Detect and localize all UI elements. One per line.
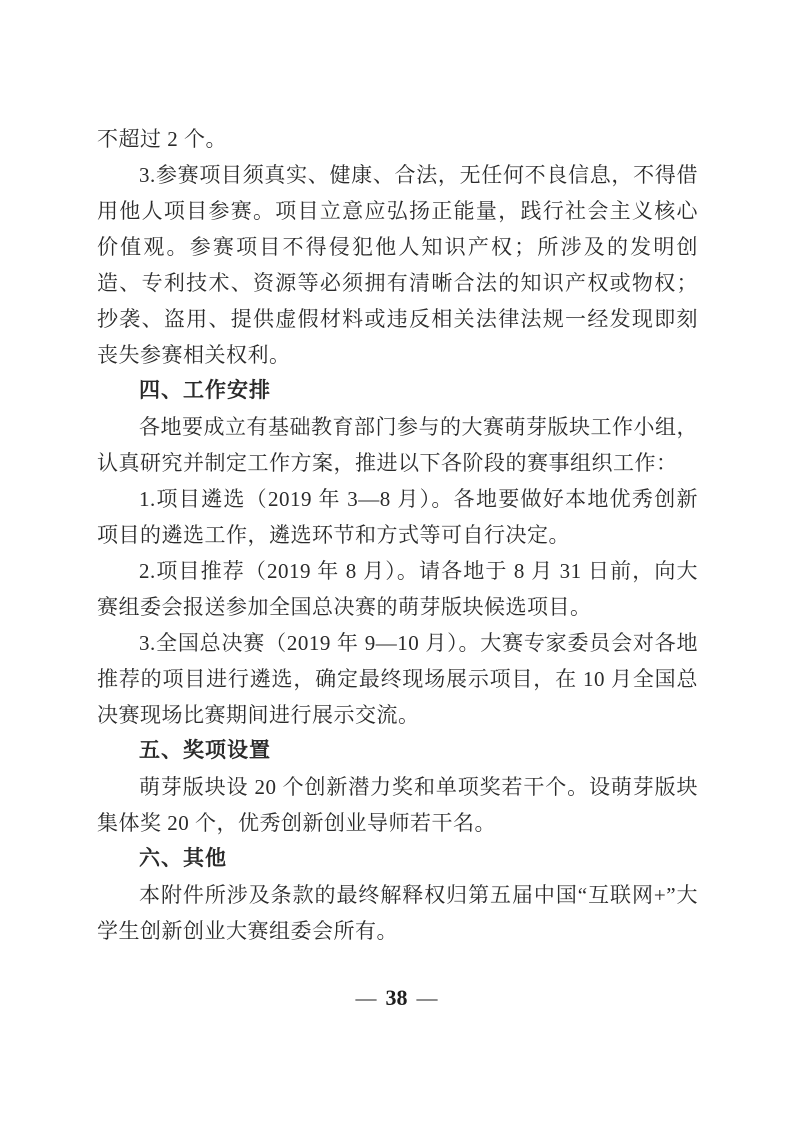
paragraph-rule-3: 3.参赛项目须真实、健康、合法，无任何不良信息，不得借用他人项目参赛。项目立意应弘扬正能量，践行社会主义核心价值观。参赛项目不得侵犯他人知识产权；所涉及的发明创造、专利技术、资源等必须拥有清晰合法的知识产权或物权；抄袭、盗用、提供虚假材料或违反相关法律法规一经发现即刻丧失参赛相关权利。 bbox=[97, 163, 698, 367]
paragraph-awards-detail: 萌芽版块设 20 个创新潜力奖和单项奖若干个。设萌芽版块集体奖 20 个，优秀创新创业导师若干名。 bbox=[97, 775, 698, 835]
paragraph-work-plan-intro: 各地要成立有基础教育部门参与的大赛萌芽版块工作小组，认真研究并制定工作方案，推进以下各阶段的赛事组织工作： bbox=[97, 415, 698, 475]
footer-dash-left: — bbox=[355, 986, 377, 1010]
page-footer bbox=[0, 982, 793, 1014]
paragraph-stage-3-finals: 3.全国总决赛（2019 年 9—10 月）。大赛专家委员会对各地推荐的项目进行遴选，确定最终现场展示项目，在 10 月全国总决赛现场比赛期间进行展示交流。 bbox=[97, 631, 698, 727]
paragraph-interpretation-rights: 本附件所涉及条款的最终解释权归第五届中国“互联网+”大学生创新创业大赛组委会所有。 bbox=[97, 883, 698, 943]
paragraph-stage-1-selection: 1.项目遴选（2019 年 3—8 月）。各地要做好本地优秀创新项目的遴选工作，遴选环节和方式等可自行决定。 bbox=[97, 487, 698, 547]
section-heading-5-awards: 五、奖项设置 bbox=[139, 739, 271, 762]
paragraph-continuation: 不超过 2 个。 bbox=[97, 127, 227, 151]
footer-dash-right: — bbox=[416, 986, 438, 1010]
document-body bbox=[97, 121, 698, 949]
section-heading-6-other: 六、其他 bbox=[139, 847, 227, 870]
paragraph-stage-2-recommendation: 2.项目推荐（2019 年 8 月）。请各地于 8 月 31 日前，向大赛组委会报送参加全国总决赛的萌芽版块候选项目。 bbox=[97, 559, 698, 619]
section-heading-4-work-plan: 四、工作安排 bbox=[139, 379, 271, 402]
page-number: 38 bbox=[385, 985, 408, 1010]
